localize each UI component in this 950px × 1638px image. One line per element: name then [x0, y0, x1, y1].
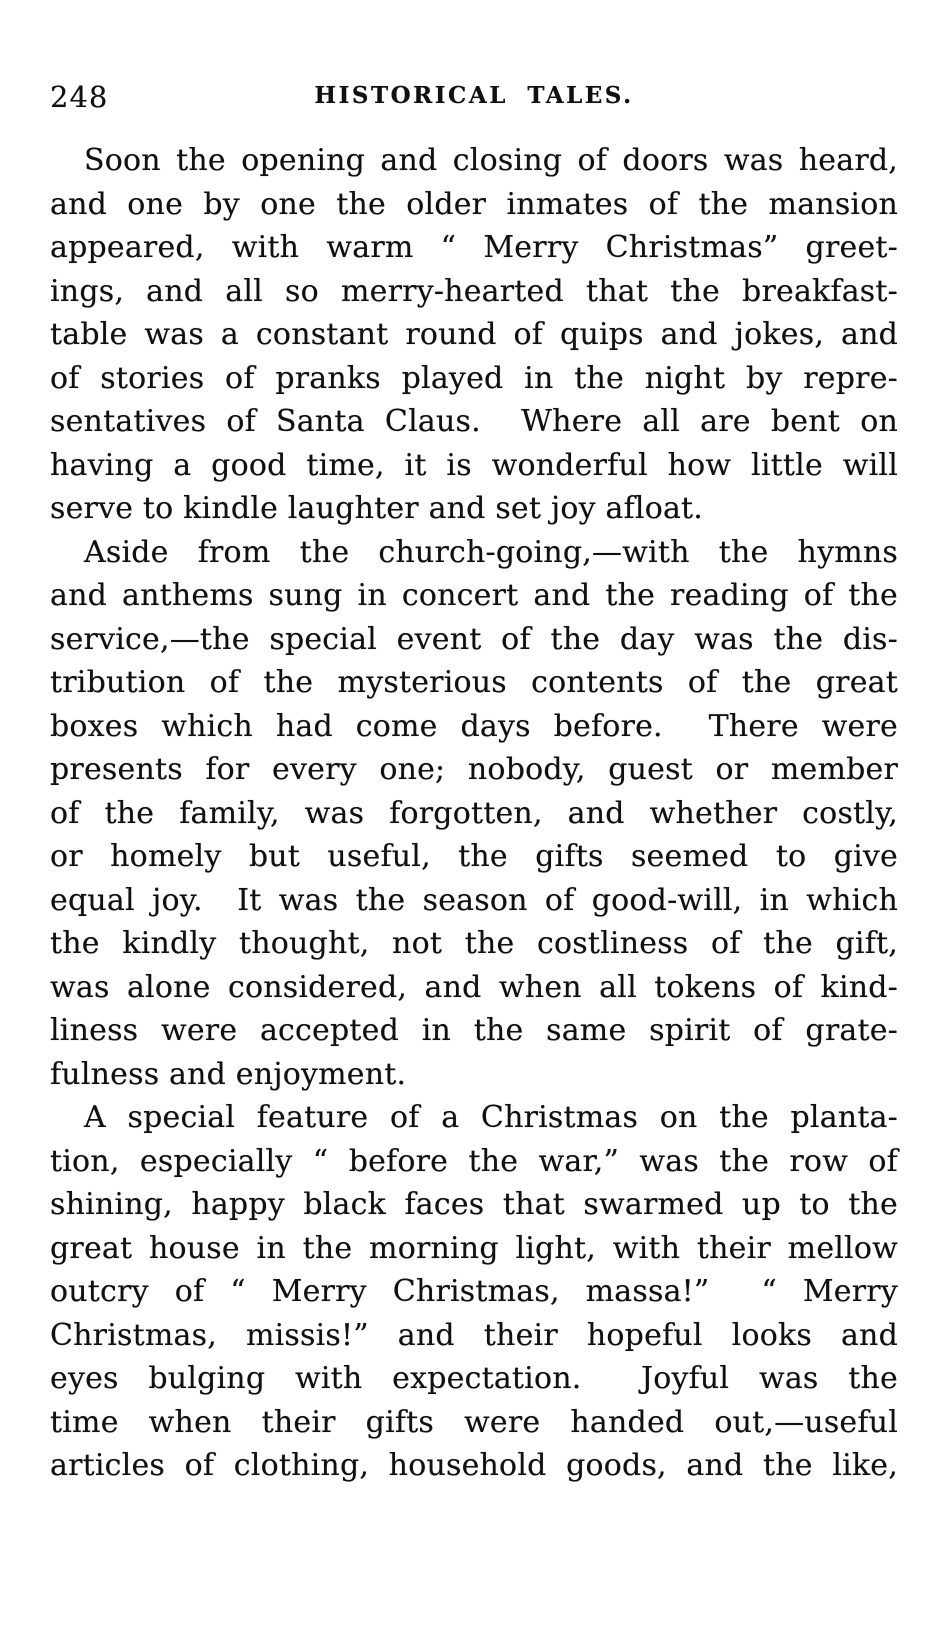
text-line: ings, and all so merry-hearted that the breakfast- — [50, 273, 898, 309]
text-line: eyes bulging with expectation. Joyful was the — [50, 1361, 898, 1396]
running-head: HISTORICAL TALES. — [314, 82, 634, 109]
text-line: Christmas, missis!” and their hopeful looks and — [50, 1317, 898, 1353]
paragraph — [50, 139, 898, 531]
text-line: boxes which had come days before. There were — [50, 708, 898, 744]
text-line: Aside from the church-going,—with the hymns — [84, 534, 898, 570]
text-line: or homely but useful, the gifts seemed to give — [50, 839, 898, 874]
text-line: and anthems sung in concert and the reading of the — [50, 578, 898, 613]
text-line: shining, happy black faces that swarmed up to the — [50, 1187, 898, 1222]
text-line: serve to kindle laughter and set joy afloat. — [50, 491, 704, 526]
text-line: and one by one the older inmates of the mansion — [50, 186, 898, 222]
text-line: tion, especially “ before the war,” was the row of — [50, 1143, 898, 1179]
page-header — [50, 78, 898, 114]
text-line: A special feature of a Christmas on the planta- — [84, 1100, 898, 1135]
text-line: time when their gifts were handed out,—useful — [50, 1404, 898, 1440]
text-line: of stories of pranks played in the night by repre- — [50, 360, 898, 396]
text-line: tribution of the mysterious contents of the great — [50, 665, 898, 700]
text-line: appeared, with warm “ Merry Christmas” greet- — [50, 230, 898, 265]
text-line: outcry of “ Merry Christmas, massa!” “ Merry — [50, 1274, 898, 1309]
paragraph — [50, 531, 898, 1097]
text-line: service,—the special event of the day was the dis- — [50, 621, 898, 657]
paragraph — [50, 1096, 898, 1488]
text-line: Soon the opening and closing of doors was heard, — [84, 143, 898, 178]
page-number: 248 — [50, 80, 109, 114]
text-line: articles of clothing, household goods, and the like, — [50, 1448, 898, 1483]
text-line: sentatives of Santa Claus. Where all are bent on — [50, 404, 898, 439]
text-line: equal joy. It was the season of good-will, in which — [50, 882, 898, 918]
text-line: of the family, was forgotten, and whether costly, — [50, 795, 898, 831]
text-line: the kindly thought, not the costliness of the gift, — [50, 926, 898, 961]
text-line: liness were accepted in the same spirit of grate- — [50, 1013, 898, 1048]
text-line: great house in the morning light, with their mellow — [50, 1230, 898, 1266]
text-line: was alone considered, and when all tokens of kind- — [50, 969, 898, 1005]
text-line: table was a constant round of quips and jokes, and — [50, 317, 898, 352]
page-body — [50, 139, 898, 1488]
text-line: having a good time, it is wonderful how little will — [50, 447, 898, 483]
text-line: fulness and enjoyment. — [50, 1056, 407, 1092]
text-line: presents for every one; nobody, guest or member — [50, 752, 898, 787]
